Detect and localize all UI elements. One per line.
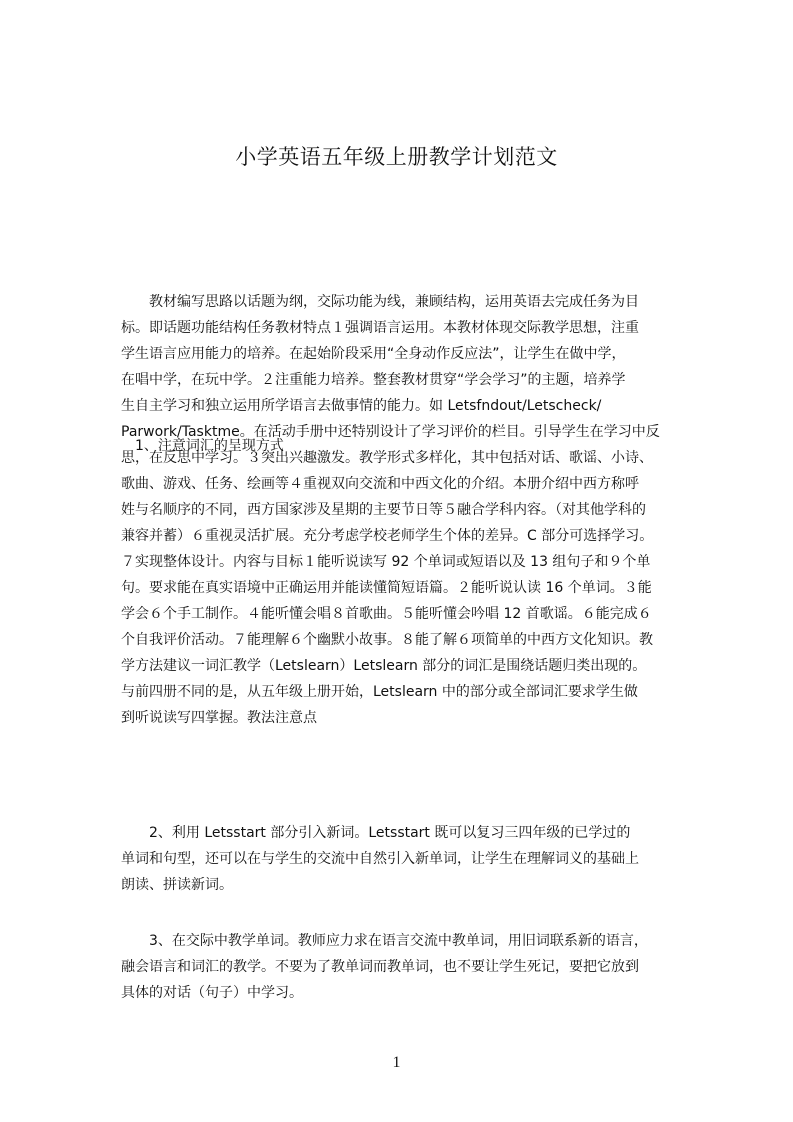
text-line: 具体的对话（句子）中学习。: [121, 985, 303, 1001]
text-line: 歌曲、游戏、任务、绘画等４重视双向交流和中西文化的介绍。本册介绍中西方称呼: [121, 476, 639, 492]
text-line: 标。即话题功能结构任务教材特点１强调语言运用。本教材体现交际教学思想，注重: [121, 320, 639, 336]
item-2-letsstart: [121, 820, 698, 898]
text-line: Parwork/Tasktme。在活动手册中还特别设计了学习评价的栏目。引导学生在学习中反: [121, 424, 660, 440]
text-line: 朗读、拼读新词。: [121, 877, 233, 893]
text-line: 生自主学习和独立运用所学语言去做事情的能力。如 Letsfndout/Letscheck/: [121, 398, 602, 414]
text-line: 在唱中学，在玩中学。２注重能力培养。整套教材贯穿“学会学习”的主题，培养学: [121, 372, 626, 388]
text-line: 兼容并蓄）６重视灵活扩展。充分考虑学校老师学生个体的差异。C 部分可选择学习。: [121, 528, 654, 544]
text-line: 姓与名顺序的不同，西方国家涉及星期的主要节日等５融合学科内容。（对其他学科的: [121, 502, 646, 518]
text-line: 单词和句型，还可以在与学生的交流中自然引入新单词，让学生在理解词义的基础上: [121, 851, 639, 867]
text-line: 学方法建议一词汇教学（Letslearn）Letslearn 部分的词汇是围绕话题归类出现的。: [121, 658, 647, 674]
page-number: 1: [392, 1054, 401, 1071]
text-line: 1、注意词汇的呈现方式: [121, 438, 284, 454]
text-line: 2、利用 Letsstart 部分引入新词。Letsstart 既可以复习三四年级的已学过的: [121, 825, 631, 841]
document-title: 小学英语五年级上册教学计划范文: [235, 145, 558, 169]
text-line: 融会语言和词汇的教学。不要为了教单词而教单词，也不要让学生死记，要把它放到: [121, 959, 639, 975]
text-line: 思，在反思中学习。３突出兴趣激发。教学形式多样化，其中包括对话、歌谣、小诗、: [121, 450, 653, 466]
text-line: 教材编写思路以话题为纲，交际功能为线，兼顾结构，运用英语去完成任务为目: [121, 294, 639, 310]
text-line: 到听说读写四掌握。教法注意点: [121, 710, 317, 726]
text-line: 句。要求能在真实语境中正确运用并能读懂简短语篇。２能听说认读 16 个单词。３能: [121, 580, 652, 596]
text-line: ７实现整体设计。内容与目标１能听说读写 92 个单词或短语以及 13 组句子和９个单: [121, 554, 651, 570]
item-1-vocabulary-presentation: [121, 433, 698, 459]
text-line: 学会６个手工制作。４能听懂会唱８首歌曲。５能听懂会吟唱 12 首歌谣。６能完成６: [121, 606, 652, 622]
text-line: 3、在交际中教学单词。教师应力求在语言交流中教单词，用旧词联系新的语言，: [121, 933, 648, 949]
paragraph-teaching-plan: [121, 289, 698, 731]
text-line: 与前四册不同的是，从五年级上册开始，Letslearn 中的部分或全部词汇要求学生做: [121, 684, 638, 700]
text-line: 个自我评价活动。７能理解６个幽默小故事。８能了解６项简单的中西方文化知识。教: [121, 632, 653, 648]
text-line: 学生语言应用能力的培养。在起始阶段采用“全身动作反应法”，让学生在做中学，: [121, 346, 626, 362]
item-3-communicative-teaching: [121, 928, 698, 1006]
